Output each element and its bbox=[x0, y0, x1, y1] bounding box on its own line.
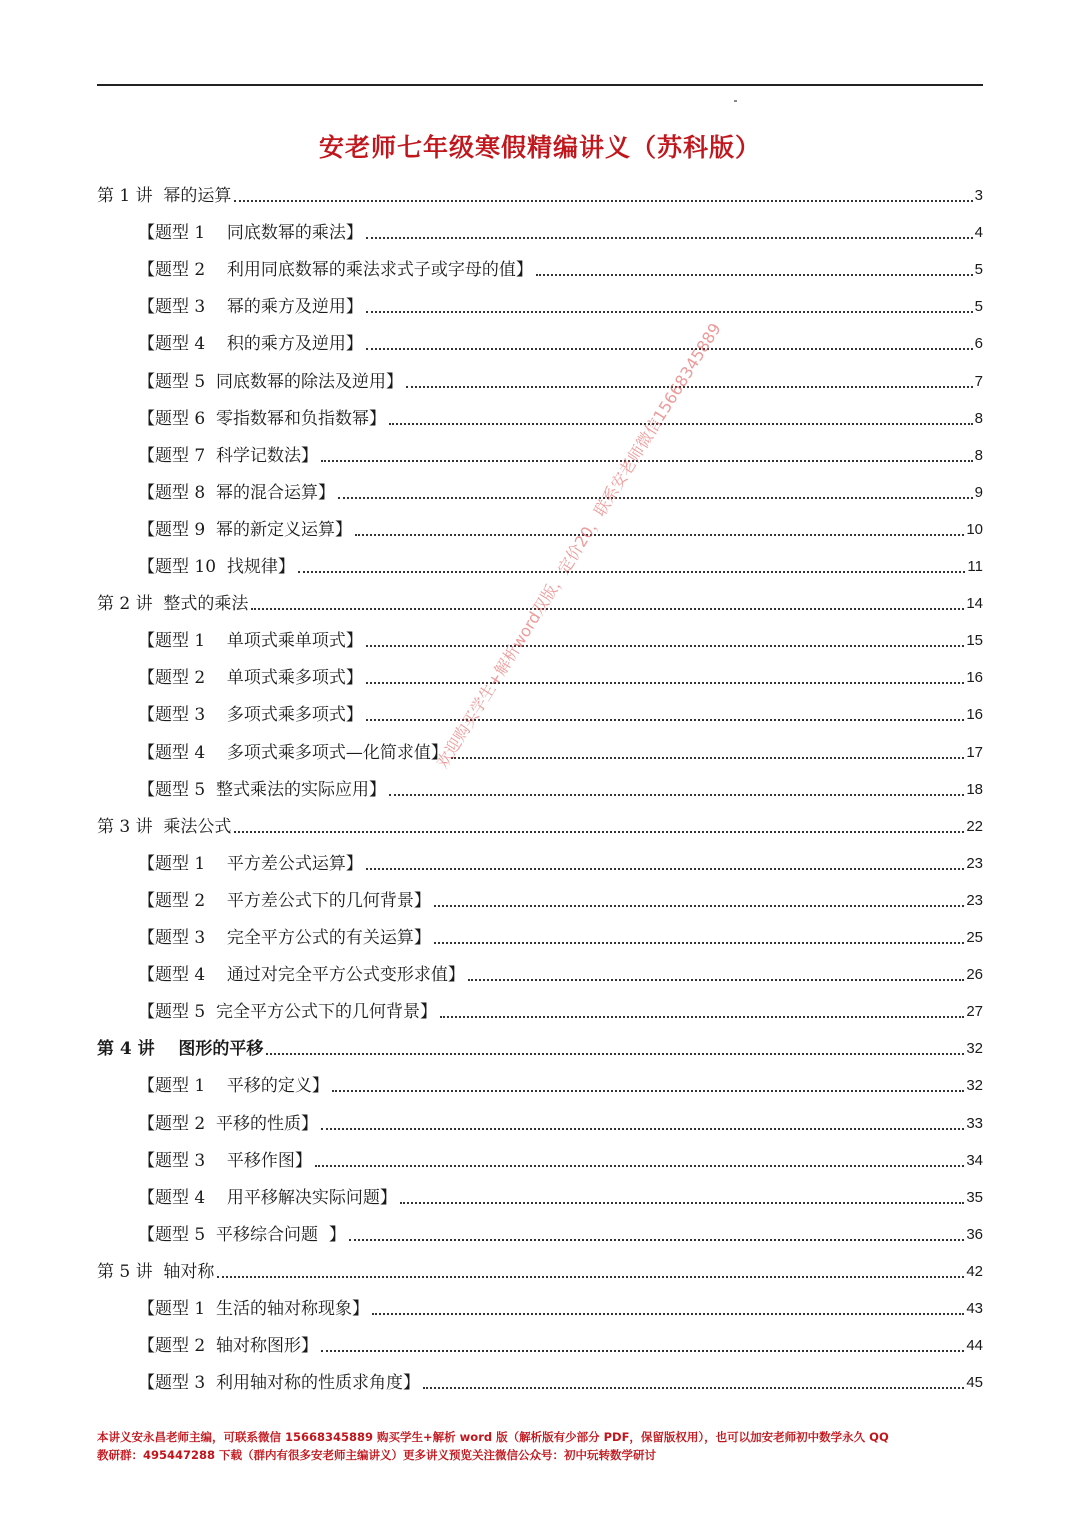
toc-section-entry[interactable] bbox=[138, 696, 983, 726]
dot-leader bbox=[298, 571, 966, 573]
dot-leader bbox=[434, 905, 964, 907]
dot-leader bbox=[321, 1350, 964, 1352]
toc-page-number: 3 bbox=[974, 187, 983, 204]
dot-leader bbox=[366, 645, 964, 647]
toc-entry-label: 【题型 1 生活的轴对称现象】 bbox=[138, 1299, 370, 1319]
toc-page-number: 10 bbox=[966, 521, 983, 538]
toc-entry-label: 第 2 讲 整式的乘法 bbox=[97, 594, 249, 614]
toc-entry-label: 第 3 讲 乘法公式 bbox=[97, 817, 232, 837]
toc-entry-label: 【题型 4 用平移解决实际问题】 bbox=[138, 1188, 397, 1208]
toc-page-number: 8 bbox=[974, 410, 983, 427]
toc-entry-label: 【题型 1 平移的定义】 bbox=[138, 1076, 329, 1096]
toc-section-entry[interactable] bbox=[138, 1364, 983, 1394]
toc-entry-label: 【题型 5 平移综合问题 】 bbox=[138, 1225, 346, 1245]
toc-section-entry[interactable] bbox=[138, 1179, 983, 1209]
footer-note bbox=[97, 1428, 987, 1464]
dot-leader bbox=[338, 497, 973, 499]
toc-page-number: 32 bbox=[966, 1077, 983, 1094]
dot-leader bbox=[332, 1090, 964, 1092]
toc-page-number: 16 bbox=[966, 669, 983, 686]
toc-entry-label: 第 4 讲 图形的平移 bbox=[97, 1039, 264, 1059]
toc-section-entry[interactable] bbox=[138, 622, 983, 652]
toc-page-number: 5 bbox=[974, 261, 983, 278]
toc-section-entry[interactable] bbox=[138, 1290, 983, 1320]
toc-entry-label: 【题型 3 多项式乘多项式】 bbox=[138, 705, 363, 725]
toc-page-number: 15 bbox=[966, 632, 983, 649]
dot-leader bbox=[217, 1276, 964, 1278]
toc-entry-label: 【题型 3 利用轴对称的性质求角度】 bbox=[138, 1373, 421, 1393]
toc-entry-label: 【题型 4 多项式乘多项式—化简求值】 bbox=[138, 743, 448, 763]
toc-section-entry[interactable] bbox=[138, 325, 983, 355]
toc-page-number: 18 bbox=[966, 781, 983, 798]
dot-leader bbox=[366, 348, 973, 350]
dot-leader bbox=[234, 831, 964, 833]
dot-leader bbox=[355, 534, 964, 536]
toc-section-entry[interactable] bbox=[138, 845, 983, 875]
dot-leader bbox=[423, 1387, 964, 1389]
toc-chapter-entry[interactable] bbox=[97, 177, 983, 207]
toc-entry-label: 【题型 1 单项式乘单项式】 bbox=[138, 631, 363, 651]
toc-entry-label: 【题型 2 平方差公式下的几何背景】 bbox=[138, 891, 431, 911]
toc-section-entry[interactable] bbox=[138, 1142, 983, 1172]
toc-section-entry[interactable] bbox=[138, 919, 983, 949]
toc-section-entry[interactable] bbox=[138, 511, 983, 541]
toc-page-number: 17 bbox=[966, 744, 983, 761]
toc-page-number: 23 bbox=[966, 892, 983, 909]
toc-section-entry[interactable] bbox=[138, 1327, 983, 1357]
toc-page-number: 35 bbox=[966, 1189, 983, 1206]
dot-leader bbox=[389, 794, 964, 796]
toc-page-number: 33 bbox=[966, 1115, 983, 1132]
toc-section-entry[interactable] bbox=[138, 882, 983, 912]
dot-leader bbox=[349, 1239, 964, 1241]
toc-entry-label: 【题型 5 同底数幂的除法及逆用】 bbox=[138, 372, 404, 392]
toc-entry-label: 【题型 10 找规律】 bbox=[138, 557, 295, 577]
toc-entry-label: 【题型 2 单项式乘多项式】 bbox=[138, 668, 363, 688]
toc-page-number: 42 bbox=[966, 1263, 983, 1280]
toc-entry-label: 【题型 4 通过对完全平方公式变形求值】 bbox=[138, 965, 465, 985]
toc-page-number: 8 bbox=[974, 447, 983, 464]
dot-leader bbox=[366, 868, 964, 870]
toc-entry-label: 【题型 1 同底数幂的乘法】 bbox=[138, 223, 363, 243]
toc-entry-label: 【题型 3 完全平方公式的有关运算】 bbox=[138, 928, 431, 948]
toc-section-entry[interactable] bbox=[138, 734, 983, 764]
dot-leader bbox=[266, 1053, 964, 1055]
toc-chapter-entry[interactable] bbox=[97, 808, 983, 838]
toc-section-entry[interactable] bbox=[138, 288, 983, 318]
toc-section-entry[interactable] bbox=[138, 214, 983, 244]
toc-page-number: 34 bbox=[966, 1152, 983, 1169]
toc-entry-label: 【题型 4 积的乘方及逆用】 bbox=[138, 334, 363, 354]
toc-page-number: 25 bbox=[966, 929, 983, 946]
toc-page-number: 23 bbox=[966, 855, 983, 872]
toc-entry-label: 【题型 2 轴对称图形】 bbox=[138, 1336, 319, 1356]
toc-section-entry[interactable] bbox=[138, 474, 983, 504]
watermark: 欢迎购买学生+解析word双版，定价20，联系安老师微信15668345889 bbox=[432, 319, 725, 772]
toc-section-entry[interactable] bbox=[138, 771, 983, 801]
toc-section-entry[interactable] bbox=[138, 993, 983, 1023]
toc-entry-label: 【题型 6 零指数幂和负指数幂】 bbox=[138, 409, 387, 429]
dot-leader bbox=[468, 979, 964, 981]
toc-entry-label: 【题型 9 幂的新定义运算】 bbox=[138, 520, 353, 540]
dot-leader bbox=[321, 460, 973, 462]
dot-leader bbox=[451, 757, 964, 759]
footer-line-2: 教研群：495447288 下载（群内有很多安老师主编讲义）更多讲义预览关注微信公众号：初中玩转数学研讨 bbox=[97, 1448, 657, 1462]
toc-entry-label: 【题型 5 整式乘法的实际应用】 bbox=[138, 780, 387, 800]
toc-page-number: 9 bbox=[974, 484, 983, 501]
dot-leader bbox=[366, 311, 973, 313]
dot-leader bbox=[434, 942, 964, 944]
toc-page-number: 6 bbox=[974, 335, 983, 352]
dot-leader bbox=[321, 1128, 964, 1130]
toc-entry-label: 【题型 8 幂的混合运算】 bbox=[138, 483, 336, 503]
toc-page-number: 32 bbox=[966, 1040, 983, 1057]
toc-section-entry[interactable] bbox=[138, 956, 983, 986]
dot-leader bbox=[372, 1313, 964, 1315]
dot-leader bbox=[366, 682, 964, 684]
document-title: 安老师七年级寒假精编讲义（苏科版） bbox=[318, 133, 761, 162]
toc-entry-label: 第 5 讲 轴对称 bbox=[97, 1262, 215, 1282]
toc-page-number: 26 bbox=[966, 966, 983, 983]
toc-section-entry[interactable] bbox=[138, 1105, 983, 1135]
toc-page-number: 27 bbox=[966, 1003, 983, 1020]
toc-page-number: 44 bbox=[966, 1337, 983, 1354]
toc-page-number: 43 bbox=[966, 1300, 983, 1317]
toc-entry-label: 【题型 3 幂的乘方及逆用】 bbox=[138, 297, 363, 317]
toc-page-number: 14 bbox=[966, 595, 983, 612]
toc-chapter-entry[interactable] bbox=[97, 1030, 983, 1060]
dot-leader bbox=[251, 608, 964, 610]
toc-chapter-entry[interactable] bbox=[97, 1253, 983, 1283]
dot-leader bbox=[400, 1202, 964, 1204]
toc-section-entry[interactable] bbox=[138, 363, 983, 393]
toc-entry-label: 第 1 讲 幂的运算 bbox=[97, 186, 232, 206]
footer-line-1: 本讲义安永昌老师主编，可联系微信 15668345889 购买学生+解析 word 版（解析版有少部分 PDF，保留版权用），也可以加安老师初中数学永久 QQ bbox=[97, 1430, 889, 1444]
toc-entry-label: 【题型 2 利用同底数幂的乘法求式子或字母的值】 bbox=[138, 260, 533, 280]
toc-page-number: 7 bbox=[974, 373, 983, 390]
toc-section-entry[interactable] bbox=[138, 1067, 983, 1097]
dot-leader bbox=[536, 274, 973, 276]
dot-leader bbox=[389, 423, 973, 425]
toc-entry-label: 【题型 5 完全平方公式下的几何背景】 bbox=[138, 1002, 438, 1022]
toc-page-number: 36 bbox=[966, 1226, 983, 1243]
toc-page-number: 16 bbox=[966, 706, 983, 723]
toc-entry-label: 【题型 7 科学记数法】 bbox=[138, 446, 319, 466]
toc-page-number: 5 bbox=[974, 298, 983, 315]
toc-section-entry[interactable] bbox=[138, 659, 983, 689]
toc-section-entry[interactable] bbox=[138, 437, 983, 467]
dot-leader bbox=[440, 1016, 964, 1018]
toc-page-number: 4 bbox=[974, 224, 983, 241]
toc-entry-label: 【题型 2 平移的性质】 bbox=[138, 1114, 319, 1134]
dot-leader bbox=[234, 200, 972, 202]
toc-section-entry[interactable] bbox=[138, 251, 983, 281]
dot-leader bbox=[315, 1165, 964, 1167]
toc-page-number: 22 bbox=[966, 818, 983, 835]
toc-page-number: 11 bbox=[967, 558, 983, 575]
toc-entry-label: 【题型 3 平移作图】 bbox=[138, 1151, 312, 1171]
toc-entry-label: 【题型 1 平方差公式运算】 bbox=[138, 854, 363, 874]
toc-section-entry[interactable] bbox=[138, 1216, 983, 1246]
dot-leader bbox=[366, 237, 973, 239]
toc-section-entry[interactable] bbox=[138, 400, 983, 430]
toc-page-number: 45 bbox=[966, 1374, 983, 1391]
